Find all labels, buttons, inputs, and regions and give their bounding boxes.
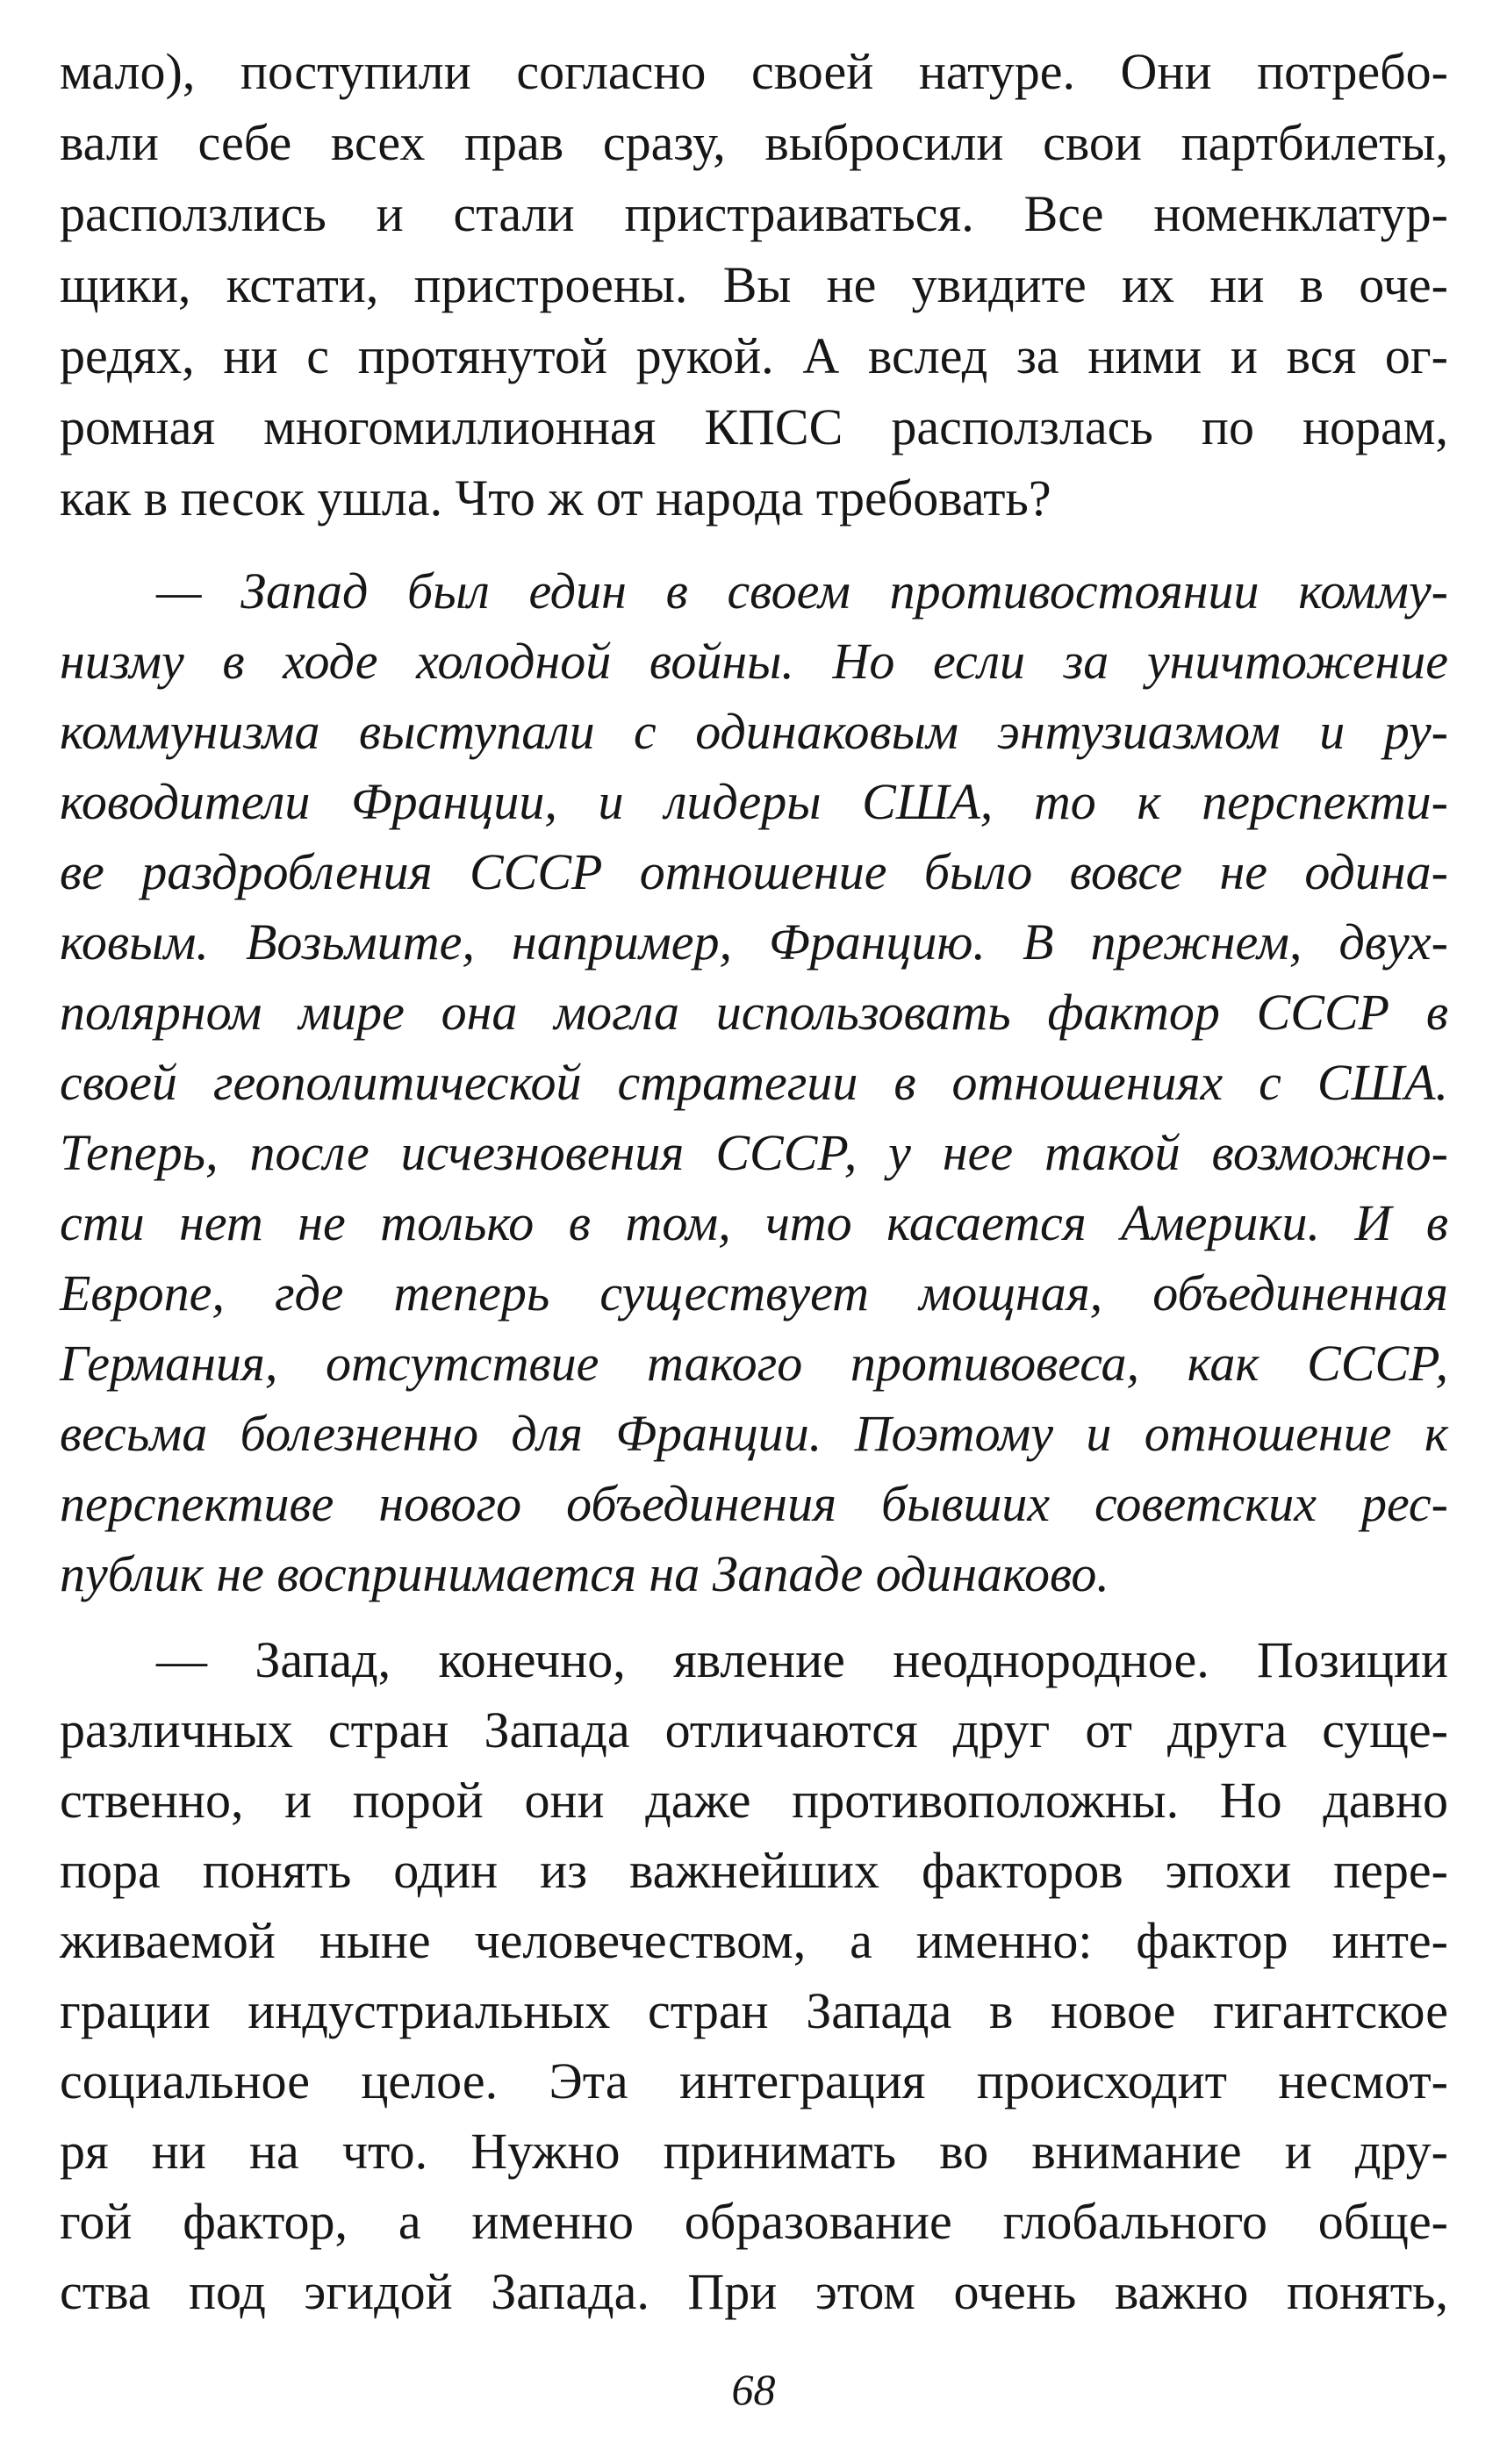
question-line: весьма болезненно для Франции. Поэтому и отношение к: [60, 1405, 1448, 1462]
text-line: как в песок ушла. Что ж от народа требовать?: [60, 469, 1051, 526]
answer-line: живаемой ныне человечеством, а именно: фактор инте-: [60, 1912, 1448, 1969]
answer-line: — Запад, конечно, явление неоднородное. Позиции: [156, 1631, 1448, 1688]
answer-line: ственно, и порой они даже противоположны. Но давно: [60, 1772, 1448, 1829]
question-line: низму в ходе холодной войны. Но если за уничтожение: [60, 633, 1448, 690]
question-line: публик не воспринимается на Западе одинаково.: [60, 1545, 1109, 1602]
answer-line: различных стран Запада отличаются друг от друга суще-: [60, 1701, 1448, 1758]
answer-line: пора понять один из важнейших факторов эпохи пере-: [60, 1842, 1448, 1899]
question-line: ве раздробления СССР отношение было вовсе не одина-: [60, 843, 1448, 900]
question-line: сти нет не только в том, что касается Америки. И в: [60, 1194, 1448, 1251]
question-line: — Запад был един в своем противостоянии комму-: [156, 562, 1448, 620]
text-line: редях, ни с протянутой рукой. А вслед за ними и вся ог-: [60, 327, 1448, 384]
question-line: Теперь, после исчезновения СССР, у нее такой возможно-: [60, 1124, 1448, 1181]
answer-line: ства под эгидой Запада. При этом очень важно понять,: [60, 2263, 1448, 2320]
question-line: ковым. Возьмите, например, Францию. В прежнем, двух-: [60, 913, 1448, 971]
text-line: мало), поступили согласно своей натуре. Они потребо-: [60, 43, 1448, 100]
answer-line: грации индустриальных стран Запада в новое гигантское: [60, 1982, 1448, 2039]
question-line: своей геополитической стратегии в отношениях с США.: [60, 1054, 1448, 1111]
text-line: вали себе всех прав сразу, выбросили свои партбилеты,: [60, 114, 1448, 171]
answer-line: гой фактор, а именно образование глобального обще-: [60, 2193, 1448, 2250]
text-line: щики, кстати, пристроены. Вы не увидите их ни в оче-: [60, 256, 1448, 313]
question-line: полярном мире она могла использовать фактор СССР в: [60, 984, 1448, 1041]
answer-line: ря ни на что. Нужно принимать во внимание и дру-: [60, 2123, 1448, 2180]
question-line: Европе, где теперь существует мощная, объединенная: [60, 1264, 1448, 1322]
answer-line: социальное целое. Эта интеграция происходит несмот-: [60, 2052, 1448, 2109]
question-line: коммунизма выступали с одинаковым энтузиазмом и ру-: [60, 703, 1448, 760]
question-line: ководители Франции, и лидеры США, то к перспекти-: [60, 773, 1448, 830]
text-line: расползлись и стали пристраиваться. Все номенклатур-: [60, 185, 1448, 242]
question-line: Германия, отсутствие такого противовеса, как СССР,: [60, 1335, 1448, 1392]
page-number: 68: [731, 2365, 776, 2414]
text-line: ромная многомиллионная КПСС расползлась по норам,: [60, 398, 1448, 455]
question-line: перспективе нового объединения бывших советских рес-: [60, 1475, 1448, 1532]
